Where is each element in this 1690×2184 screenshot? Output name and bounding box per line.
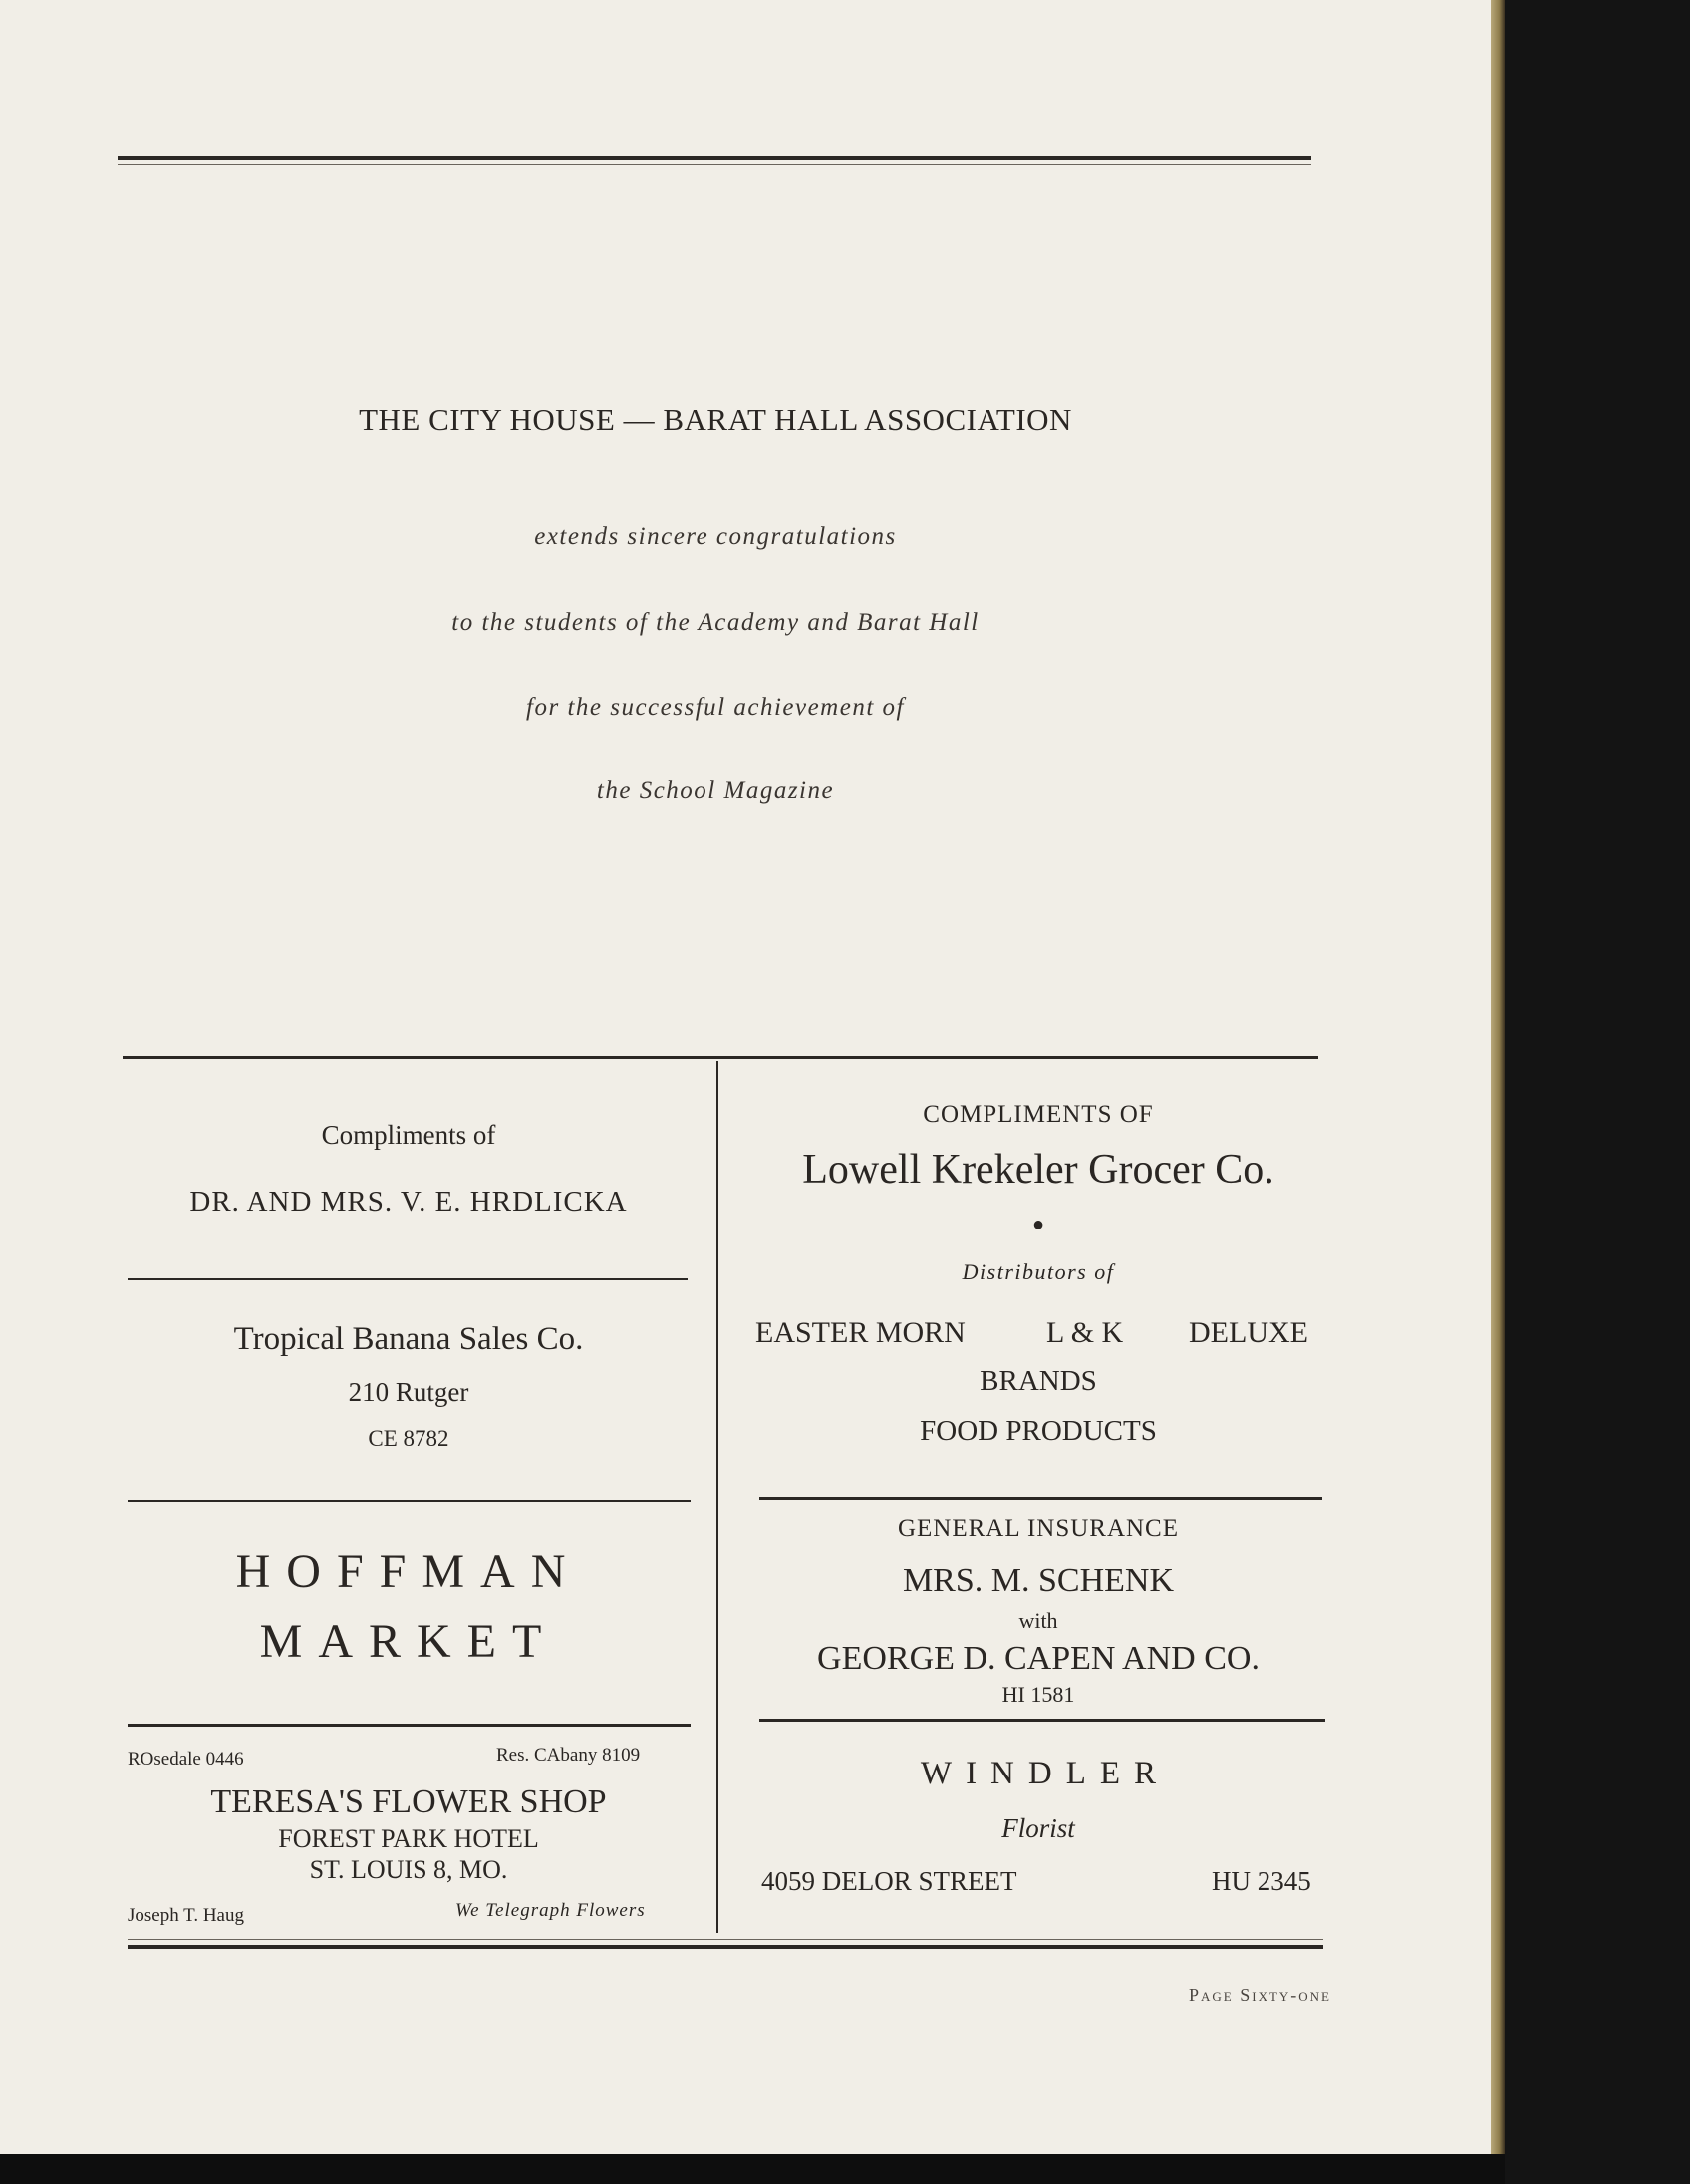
krekeler-distributors: Distributors of [962, 1259, 1115, 1284]
tropical-phone: CE 8782 [368, 1426, 449, 1451]
krekeler-brand-1: EASTER MORN [755, 1316, 966, 1349]
association-line-1: extends sincere congratulations [534, 523, 897, 550]
windler-address: 4059 DELOR STREET [761, 1866, 1017, 1896]
top-rule-thin [118, 164, 1311, 165]
association-line-4: the School Magazine [596, 777, 835, 804]
teresa-phone-right: Res. CAbany 8109 [496, 1745, 641, 1766]
teresa-hotel: FOREST PARK HOTEL [278, 1824, 539, 1853]
teresa-city: ST. LOUIS 8, MO. [309, 1855, 508, 1884]
ads-top-rule [123, 1056, 1318, 1059]
hrdlicka-compliments: Compliments of [321, 1120, 496, 1150]
association-line-3: for the successful achievement of [526, 694, 905, 721]
teresa-name: TERESA'S FLOWER SHOP [210, 1783, 607, 1820]
association-title: THE CITY HOUSE — BARAT HALL ASSOCIATION [359, 403, 1072, 437]
windler-name: WINDLER [920, 1756, 1171, 1791]
column-divider [716, 1061, 718, 1933]
schenk-name: MRS. M. SCHENK [902, 1562, 1175, 1599]
book-bottom-edge [0, 2154, 1505, 2184]
rule-left-2 [128, 1500, 691, 1502]
rule-right-2 [759, 1719, 1325, 1722]
page-gilt-edge [1491, 0, 1505, 2154]
krekeler-food-products: FOOD PRODUCTS [920, 1415, 1157, 1447]
schenk-company: GEORGE D. CAPEN AND CO. [817, 1640, 1260, 1677]
bottom-rule [128, 1945, 1323, 1949]
schenk-header: GENERAL INSURANCE [897, 1515, 1180, 1542]
top-rule [118, 156, 1311, 160]
hrdlicka-name: DR. AND MRS. V. E. HRDLICKA [189, 1186, 628, 1218]
hoffman-line-1: HOFFMAN [235, 1545, 582, 1598]
krekeler-compliments: COMPLIMENTS OF [923, 1101, 1154, 1128]
windler-phone: HU 2345 [1212, 1866, 1311, 1896]
rule-left-3 [128, 1724, 691, 1727]
book-binding [1505, 0, 1690, 2184]
association-line-2: to the students of the Academy and Barat Hall [451, 609, 980, 636]
hoffman-line-2: MARKET [259, 1615, 558, 1668]
krekeler-name: Lowell Krekeler Grocer Co. [802, 1147, 1274, 1193]
schenk-with: with [1018, 1608, 1058, 1633]
tropical-address: 210 Rutger [348, 1377, 469, 1407]
rule-right-1 [759, 1497, 1322, 1500]
krekeler-brands: BRANDS [980, 1365, 1097, 1397]
krekeler-brand-2: L & K [1046, 1316, 1124, 1349]
teresa-slogan: We Telegraph Flowers [455, 1900, 646, 1921]
page-number: Page Sixty-one [1189, 1985, 1331, 2005]
windler-type: Florist [1001, 1813, 1075, 1843]
tropical-name: Tropical Banana Sales Co. [233, 1321, 584, 1357]
schenk-phone: HI 1581 [1001, 1682, 1075, 1707]
krekeler-bullet: ● [1031, 1214, 1045, 1235]
teresa-owner: Joseph T. Haug [128, 1905, 244, 1926]
krekeler-brand-3: DELUXE [1189, 1316, 1308, 1349]
rule-left-1 [128, 1278, 688, 1280]
bottom-rule-thin [128, 1939, 1323, 1940]
teresa-phone-left: ROsedale 0446 [128, 1749, 244, 1770]
